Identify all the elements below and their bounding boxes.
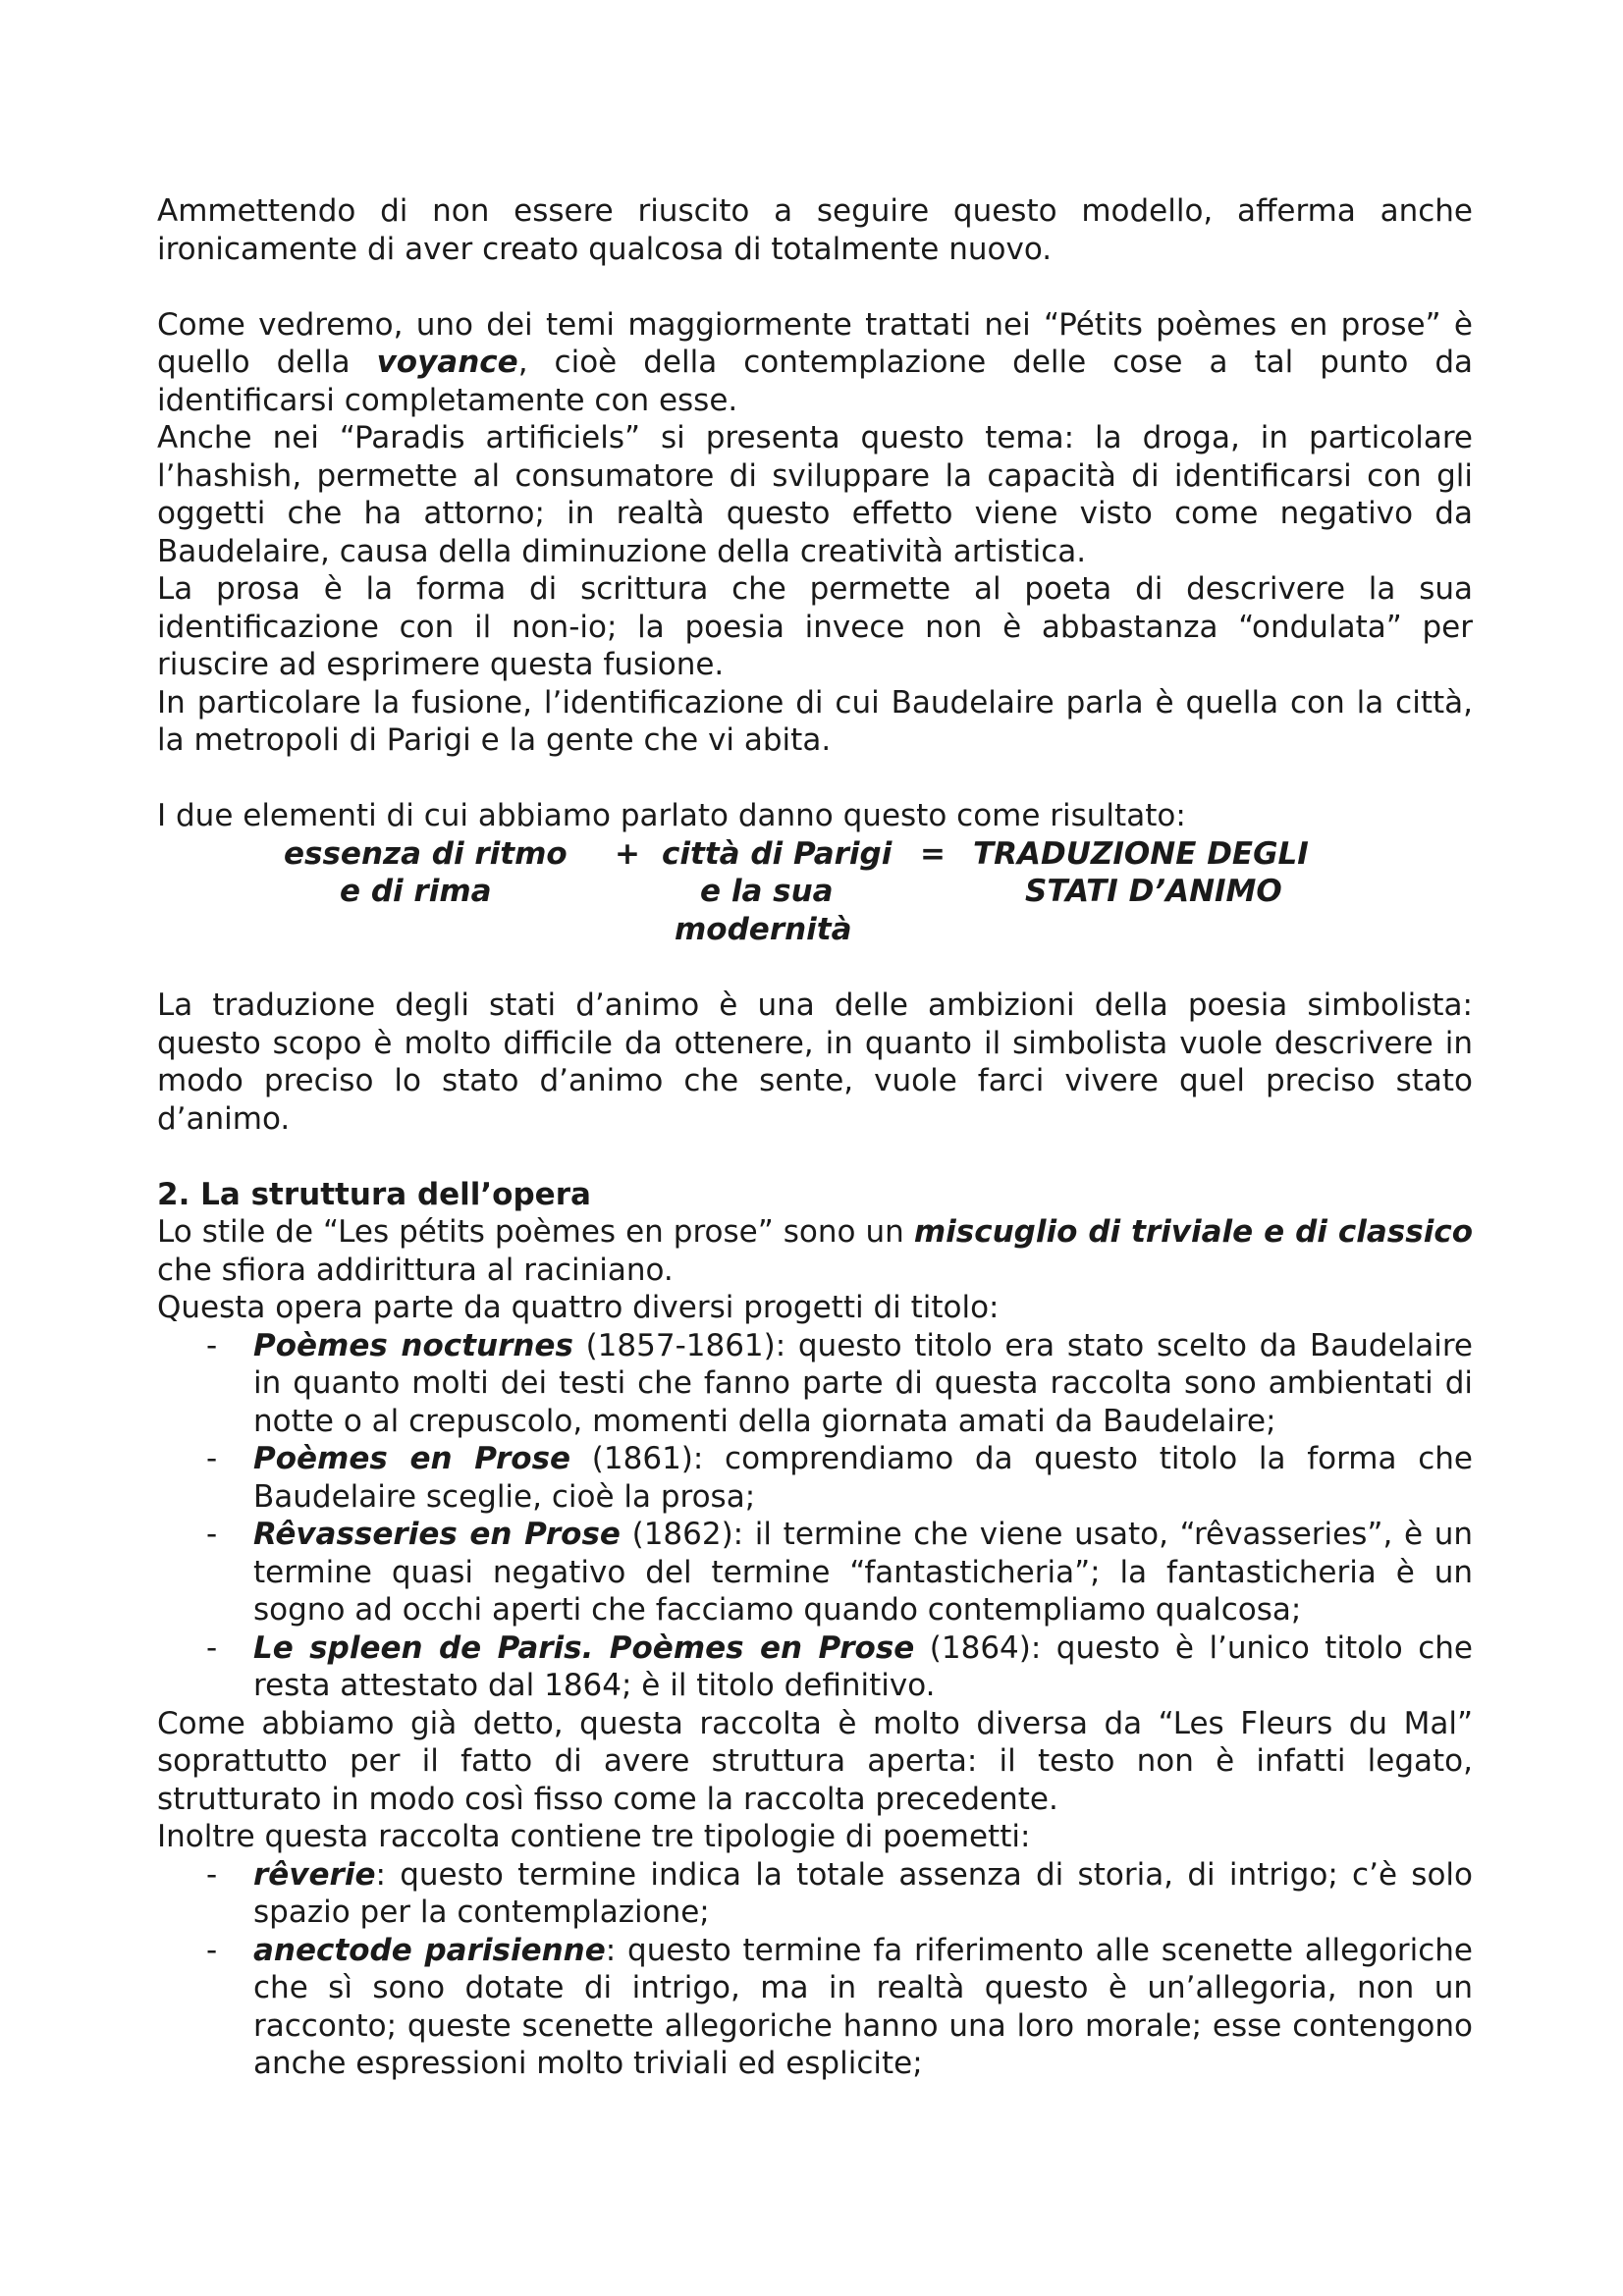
paragraph-traduzione: La traduzione degli stati d’animo è una delle ambizioni della poesia simbolista: questo scopo è molto difficile da ottenere, in quanto il simbolista vuole descrivere in modo preciso lo stato d’animo che sente, vuole farci vivere quel preciso stato d’animo. [157, 988, 1473, 1137]
list-item [157, 1629, 1473, 1705]
list-item [157, 1932, 1473, 2083]
paragraph-voyance [157, 306, 1473, 420]
list-dash: - [206, 1856, 218, 1893]
formula-term2-line3: modernità [675, 911, 852, 947]
list-item-term: rêverie [253, 1856, 376, 1893]
list-dash: - [206, 1441, 218, 1476]
term-voyance: voyance [376, 345, 518, 380]
list-item [157, 1856, 1473, 1932]
document-body [157, 192, 1473, 2083]
list-item-term: Rêvasseries en Prose [253, 1517, 621, 1552]
paragraph-struttura-aperta: Come abbiamo già detto, questa raccolta è molto diversa da “Les Fleurs du Mal” soprattutto per il fatto di avere struttura aperta: il testo non è infatti legato, strutturato in modo così fisso come la raccolta precedente. [157, 1705, 1473, 1817]
paragraph-stile-text-a: Lo stile de “Les pétits poèmes en prose” sono un [157, 1214, 914, 1250]
paragraph-intro: Ammettendo di non essere riuscito a seguire questo modello, afferma anche ironicamente di aver creato qualcosa di totalmente nuovo. [157, 193, 1473, 267]
list-dash: - [206, 1517, 218, 1552]
list-item-text: (1862): il termine che viene usato, “rêvasseries”, è un termine quasi negativo del termine “fantasticheria”; la fantasticheria è un sogno ad occhi aperti che facciamo quando contempliamo qualcosa; [253, 1517, 1473, 1628]
paragraph-prosa: La prosa è la forma di scrittura che permette al poeta di descrivere la sua identificazione con il non-io; la poesia invece non è abbastanza “ondulata” per riuscire ad esprimere questa fusione. [157, 571, 1473, 682]
list-item-term: Le spleen de Paris. Poèmes en Prose [253, 1629, 915, 1666]
paragraph-progetti: Questa opera parte da quattro diversi progetti di titolo: [157, 1290, 1000, 1325]
paragraph-voyance-text-a: Come vedremo, uno dei temi maggiormente trattati nei “Pétits poèmes en prose” è quello della [157, 306, 1473, 380]
paragraph-paradis: Anche nei “Paradis artificiels” si presenta questo tema: la droga, in particolare l’hashish, permette al consumatore di sviluppare la capacità di identificarsi con gli oggetti che ha attorno; in realtà questo effetto viene visto come negativo da Baudelaire, causa della diminuzione della creatività artistica. [157, 420, 1473, 569]
list-item-term: Poèmes en Prose [253, 1441, 571, 1476]
list-item-text: (1864): questo è l’unico titolo che resta attestato dal 1864; è il titolo definitivo. [253, 1629, 1473, 1703]
formula-term1-line2: e di rima [340, 874, 492, 909]
list-item-text: (1861): comprendiamo da questo titolo la forma che Baudelaire sceglie, cioè la prosa; [253, 1441, 1473, 1515]
list-item-text: (1857-1861): questo titolo era stato scelto da Baudelaire in quanto molti dei testi che fanno parte di questa raccolta sono ambientati di notte o al crepuscolo, momenti della giornata amati da Baudelaire; [253, 1327, 1473, 1439]
paragraph-stile-text-b: che sfiora addirittura al raciniano. [157, 1252, 674, 1288]
formula-equals: = [920, 835, 946, 872]
formula-term2-line2: e la sua [700, 874, 834, 909]
list-dash: - [206, 1327, 218, 1363]
section-heading: 2. La struttura dell’opera [157, 1176, 591, 1212]
formula-block [157, 835, 1473, 949]
formula-term1-line1: essenza di ritmo [284, 835, 568, 872]
type-list [157, 1856, 1473, 2083]
list-item [157, 1440, 1473, 1516]
list-item [157, 1516, 1473, 1629]
term-miscuglio: miscuglio di triviale e di classico [913, 1214, 1473, 1250]
list-item-text: : questo termine fa riferimento alle scenette allegoriche che sì sono dotate di intrigo, ma in realtà questo è un’allegoria, non un racconto; queste scenette allegoriche hanno una loro morale; esse contengono anche espressioni molto triviali ed esplicite; [253, 1932, 1473, 2081]
title-list [157, 1327, 1473, 1705]
paragraph-elementi: I due elementi di cui abbiamo parlato danno questo come risultato: [157, 798, 1186, 833]
list-item [157, 1327, 1473, 1441]
list-item-term: anectode parisienne [253, 1932, 606, 1968]
paragraph-voyance-text-b: , cioè della contemplazione delle cose a tal punto da identificarsi completamente con esse. [157, 345, 1473, 418]
paragraph-stile [157, 1213, 1473, 1289]
paragraph-tipologie: Inoltre questa raccolta contiene tre tipologie di poemetti: [157, 1819, 1031, 1854]
list-item-text: : questo termine indica la totale assenza di storia, di intrigo; c’è solo spazio per la contemplazione; [253, 1856, 1473, 1930]
paragraph-fusione: In particolare la fusione, l’identificazione di cui Baudelaire parla è quella con la città, la metropoli di Parigi e la gente che vi abita. [157, 684, 1473, 758]
list-dash: - [206, 1629, 218, 1666]
formula-result-line1: TRADUZIONE DEGLI [973, 835, 1309, 872]
formula-term2-line1: città di Parigi [662, 835, 893, 872]
list-dash: - [206, 1932, 218, 1968]
formula-result-line2: STATI D’ANIMO [1025, 874, 1282, 909]
list-item-term: Poèmes nocturnes [253, 1327, 573, 1363]
formula-plus: + [615, 835, 640, 872]
